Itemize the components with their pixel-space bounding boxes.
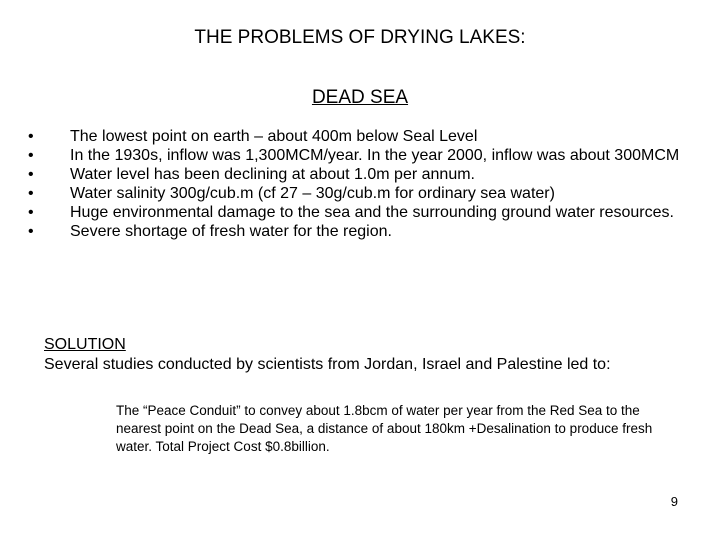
bullet-icon: • xyxy=(28,147,34,164)
page-title: THE PROBLEMS OF DRYING LAKES: xyxy=(194,27,526,48)
subtitle-text: DEAD SEA xyxy=(311,87,409,108)
list-item-text: Water salinity 300g/cub.m (cf 27 – 30g/cub.m for ordinary sea water) xyxy=(70,185,555,202)
list-item xyxy=(28,165,698,184)
problem-list xyxy=(28,127,698,241)
page-subtitle xyxy=(0,86,720,110)
list-item-text: Huge environmental damage to the sea and the surrounding ground water resources. xyxy=(70,204,674,221)
bullet-icon: • xyxy=(28,166,34,183)
bullet-icon: • xyxy=(28,204,34,221)
list-item xyxy=(28,184,698,203)
bullet-icon: • xyxy=(28,128,34,145)
list-item xyxy=(28,222,698,241)
list-item-text: Water level has been declining at about 1.0m per annum. xyxy=(70,166,475,183)
solution-heading: SOLUTION xyxy=(44,336,126,353)
list-item xyxy=(28,203,698,222)
list-item-text: In the 1930s, inflow was 1,300MCM/year. In the year 2000, inflow was about 300MCM xyxy=(70,147,680,164)
list-item xyxy=(28,127,698,146)
bullet-icon: • xyxy=(28,185,34,202)
page-number: 9 xyxy=(670,494,678,509)
peace-conduit-description: The “Peace Conduit” to convey about 1.8bcm of water per year from the Red Sea to the nearest point on the Dead Sea, a distance of about 180km +Desalination to produce fresh water. Total Project Cost $0.8billion. xyxy=(116,403,653,454)
list-item-text: Severe shortage of fresh water for the region. xyxy=(70,223,392,240)
list-item xyxy=(28,146,698,165)
bullet-icon: • xyxy=(28,223,34,240)
solution-text: Several studies conducted by scientists from Jordan, Israel and Palestine led to: xyxy=(44,356,611,373)
list-item-text: The lowest point on earth – about 400m below Seal Level xyxy=(70,128,478,145)
